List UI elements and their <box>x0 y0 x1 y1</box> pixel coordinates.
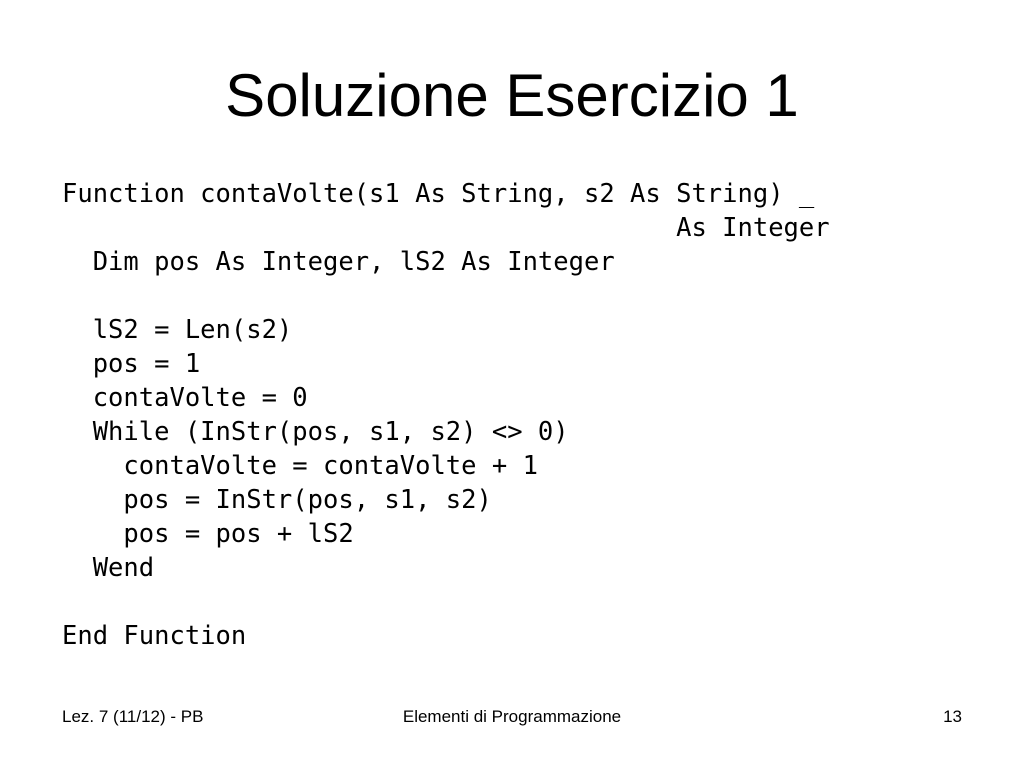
code-line: contaVolte = contaVolte + 1 <box>62 451 538 481</box>
code-line: While (InStr(pos, s1, s2) <> 0) <box>62 417 569 447</box>
footer-page-number: 13 <box>943 707 962 726</box>
code-block <box>62 177 830 653</box>
code-line: pos = InStr(pos, s1, s2) <box>62 485 492 515</box>
code-line: End Function <box>62 621 247 651</box>
code-line: As Integer <box>62 213 830 243</box>
code-line: Function contaVolte(s1 As String, s2 As String) _ <box>62 179 815 209</box>
code-line: Wend <box>62 553 155 583</box>
footer-lecture-info: Lez. 7 (11/12) - PB <box>62 707 204 726</box>
code-line: Dim pos As Integer, lS2 As Integer <box>62 247 615 277</box>
code-line: pos = pos + lS2 <box>62 519 354 549</box>
code-line: pos = 1 <box>62 349 201 379</box>
code-line <box>62 279 830 313</box>
code-line <box>62 585 830 619</box>
slide-title: Soluzione Esercizio 1 <box>225 62 799 129</box>
code-line: contaVolte = 0 <box>62 383 308 413</box>
code-line: lS2 = Len(s2) <box>62 315 293 345</box>
footer-course-title: Elementi di Programmazione <box>402 707 622 726</box>
